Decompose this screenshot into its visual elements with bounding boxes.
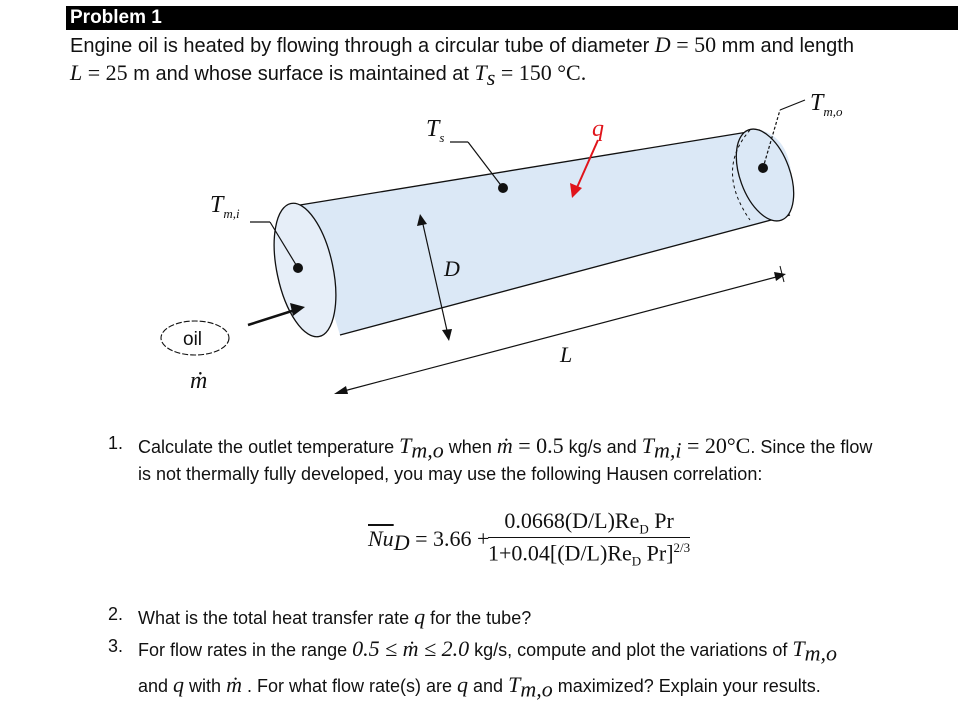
problem-title-bar xyxy=(66,6,958,30)
intro-text: Engine oil is heated by flowing through a circular tube of diameter xyxy=(70,35,655,57)
symbol-L: L xyxy=(70,60,83,85)
eq-lhs: $\overline{Nu}$ xyxy=(368,526,394,551)
problem-title: Problem 1 xyxy=(70,7,162,28)
label-Ts: $T_s$ xyxy=(426,116,445,145)
intro-text: m and whose surface is maintained at xyxy=(127,63,475,85)
value-Ts: = 150 °C. xyxy=(495,60,587,85)
q1-line-2: is not thermally fully developed, you may use the following Hausen correlation: xyxy=(138,464,763,484)
q1-number: 1. xyxy=(108,433,124,453)
intro-line-1 xyxy=(70,32,854,58)
symbol-D: D xyxy=(654,32,671,57)
label-D: D xyxy=(444,256,460,281)
q3-text: For flow rates in the range 0.5 ≤ ṁ ≤ 2.0 kg/s, compute and plot the variations of $T_{m,o}$ xyxy=(138,636,837,666)
label-q: q xyxy=(592,116,604,142)
intro-text: mm and length xyxy=(716,35,854,57)
tube-body xyxy=(300,130,792,335)
eq-const: = 3.66 + xyxy=(409,526,490,551)
eq-fraction xyxy=(488,508,690,570)
label-oil: oil xyxy=(183,329,203,350)
eq-denominator: $1+0.04[(D/L)Re_D$ Pr]$^{2/3}$ xyxy=(488,540,691,570)
q3-line-2: and q with ṁ . For what flow rate(s) are q and $T_{m,o}$ maximized? Explain your results. xyxy=(138,672,821,702)
label-mdot: ṁ xyxy=(190,368,208,394)
q2-number: 2. xyxy=(108,604,124,624)
label-Tmi: $T_{m,i}$ xyxy=(210,192,240,221)
q2-text: What is the total heat transfer rate q for the tube? xyxy=(138,604,532,629)
hausen-correlation: $\overline{Nu}_D = 3.66$ + $0.0668(D/L)Re_D$ Pr $1+0.04[(D/L)Re_D$ Pr]$^{2/3}$ xyxy=(368,508,691,570)
tube-diagram xyxy=(150,80,870,410)
q1-text: Calculate the outlet temperature $T_{m,o}$ when ṁ = 0.5 kg/s and $T_{m,i} = 20^\circ C$. Since the flow xyxy=(138,433,873,463)
value-L: = 25 xyxy=(82,60,128,85)
value-D: = 50 xyxy=(670,32,717,57)
label-Tmo: $T_{m,o}$ xyxy=(810,90,843,119)
symbol-Ts: T xyxy=(474,60,487,85)
q3-number: 3. xyxy=(108,636,124,656)
label-L: L xyxy=(560,342,573,367)
symbol-Ts-sub: s xyxy=(486,65,496,90)
eq-numerator: $0.0668(D/L)Re_D$ Pr xyxy=(488,508,690,538)
